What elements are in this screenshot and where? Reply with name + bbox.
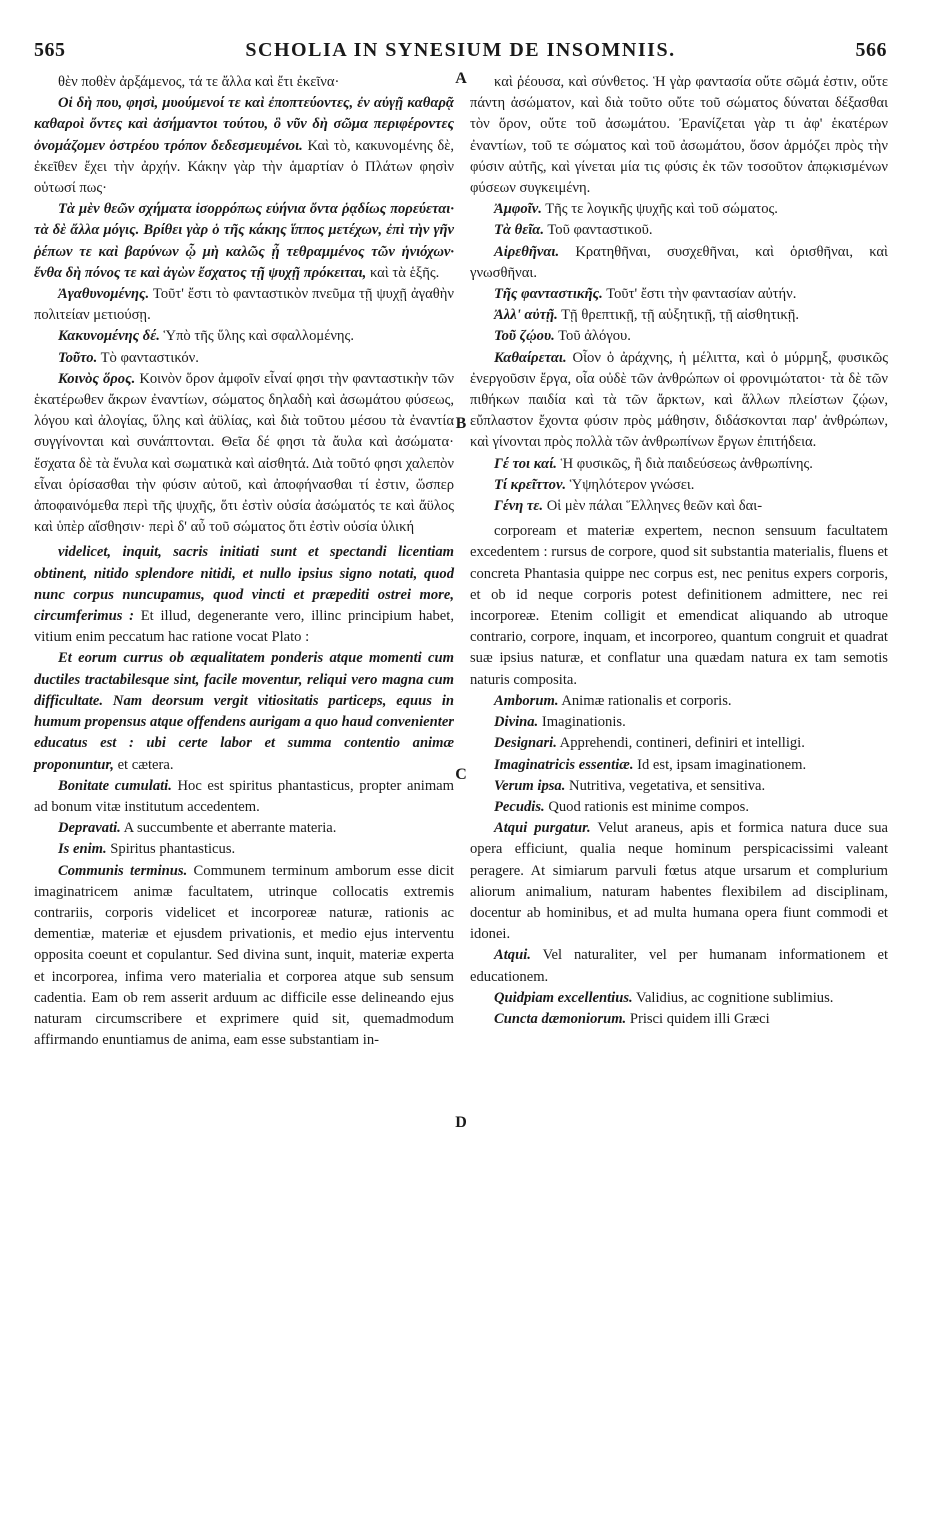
lemma: Atqui purgatur.	[494, 820, 591, 837]
lemma: Οἱ δὴ που, φησὶ, μυούμενοί τε καὶ ἐποπτεύοντες, ἐν αὐγῇ καθαρᾷ καθαροὶ ὄντες καὶ ἀσήμαντοι τούτου, ὃ νῦν δὴ σῶμα περιφέροντες ὀνομάζομεν ὀστρέου τρόπον δεδεσμευμένοι.	[34, 95, 454, 154]
scholium-paragraph	[470, 72, 888, 199]
scholium-paragraph	[34, 648, 454, 775]
lemma: Ἀμφοῖν.	[494, 201, 542, 218]
scholium-paragraph	[34, 93, 454, 199]
margin-letter-c: C	[455, 766, 467, 783]
commentary-text: Κοινὸν ὅρον ἀμφοῖν εἶναί φησι τὴν φανταστικὴν τῶν ἑκατέρωθεν ἄκρων ἐναντίων, σώματος δηλαδὴ καὶ ἀσωμάτου φύσεως, λόγου καὶ ἀλογίας, ὕλης καὶ ἀϋλίας, καὶ διὰ τοῦτου μέσου τὰ ἐναντία συγγίνονται καὶ συνάπτονται. Θεῖα δέ φησι τὰ ἄυλα καὶ ἀσώματα· ἔσχατα δὲ τὰ ἔνυλα καὶ σωματικὰ καὶ αἰσθητά. Διὰ τοῦτό φησι χαλεπὸν εἶναι ὁρίσασθαι τὴν φύσιν αὐτοῦ, καὶ ἀποφήνασθαι τί ἐστιν, ὥσπερ ἀποφαινόμεθα περὶ τῆς ψυχῆς, ὅτι ἐστὶν οὐσία ἀσώματός τε καὶ ἄϋλος καὶ ὑπὲρ αἴσθησιν· περὶ δ' αὖ τοῦ σώματος ὅτι ἐστὶν οὐσία ὑλική	[34, 370, 454, 536]
lemma: Pecudis.	[494, 798, 545, 815]
lemma: Κοινὸς ὅρος.	[58, 370, 136, 387]
commentary-text: Καὶ τὸ, κακυνομένης δὲ, ἐκεῖθεν ἔχει τὴν ἀρχήν. Κάκην γὰρ τὴν ἁμαρτίαν ὁ Πλάτων φησὶν οὑτωσί πως·	[34, 137, 454, 197]
lemma: Γένη τε.	[494, 498, 544, 515]
scholium-paragraph	[34, 284, 454, 326]
lemma: Αἱρεθῆναι.	[494, 243, 560, 260]
commentary-text: θὲν ποθὲν ἀρξάμενος, τά τε ἄλλα καὶ ἔτι ἐκεῖνα·	[58, 74, 340, 90]
scholium-paragraph	[34, 861, 454, 1052]
lemma: Cuncta dæmoniorum.	[494, 1010, 627, 1027]
scholium-paragraph	[34, 72, 454, 93]
lemma: Depravati.	[58, 820, 121, 837]
scholium-paragraph	[470, 797, 888, 818]
lemma: Verum ipsa.	[494, 777, 566, 794]
lemma: Τῆς φανταστικῆς.	[494, 286, 603, 303]
page-number-left: 565	[34, 38, 66, 61]
scholium-paragraph	[470, 691, 888, 712]
commentary-text: Apprehendi, contineri, definiri et intelligi.	[556, 735, 805, 752]
right-latin-text	[470, 521, 888, 1030]
lemma: Imaginatricis essentiæ.	[494, 756, 634, 773]
scholium-paragraph	[470, 454, 888, 475]
lemma: Γέ τοι καί.	[494, 455, 557, 472]
lemma: Καθαίρεται.	[494, 349, 567, 366]
scholium-paragraph	[34, 326, 454, 347]
scholium-paragraph	[470, 1009, 888, 1030]
commentary-text: Τῇ θρεπτικῇ, τῇ αὐξητικῇ, τῇ αἰσθητικῇ.	[557, 307, 800, 324]
commentary-text: corpoream et materiæ expertem, necnon sensuum facultatem excedentem : rursus de corpore, quod sit substantia materialis, fluens et concreta Phantasia quippe nec corpus est, nec penitus expers corporis, et ob id neque corporis potest definitionem admittere, nec rei incorporeæ. Etenim colligit et emendicat aliquando ab utroque contrario, corpore, inquam, et incorporeo, quantum congruit et quadrat suæ ipsius naturæ, et conflatur una quædam natura ex tam semotis naturis composita.	[470, 523, 888, 688]
lemma: Τί κρεῖττον.	[494, 476, 567, 493]
lemma: Et eorum currus ob æqualitatem ponderis atque momenti cum ductiles tractabilesque sint, facile moventur, reliqui vero magna cum difficultate. Nam deorsum vergit vitiositatis particeps, equus in humum propensus atque offendens aurigam a quo haud convenienter educatus est : ubi certe labor et summa contentio animæ proponuntur,	[34, 650, 454, 773]
commentary-text: Quod rationis est minime compos.	[544, 798, 749, 815]
margin-letter-b: B	[455, 415, 467, 432]
margin-letter-a: A	[455, 70, 467, 87]
commentary-text: καὶ ῥέουσα, καὶ σύνθετος. Ἡ γὰρ φαντασία οὔτε σῶμά ἐστιν, οὔτε πάντη ἀσώματον, καὶ διὰ τοῦτο οὔτε τοῦ σώματος δύναται δέξασθαι τὸν ὅρον, οὔτε τοῦ ἀσωμάτου. Ἐρανίζεται γὰρ τι ἀφ' ἑκατέρων ἐναντίων, τοῦ τε σώματος καὶ τοῦ ἀσωμάτου, ὅσον ἁρμόζει πρὸς τὴν φύσιν αὐτῆς, καὶ γίνεται μία τις φύσις ἐκ τῶν τοσοῦτον ἀπῳκισμένων φύσεων συγκειμένη.	[470, 74, 888, 197]
commentary-text: Vel naturaliter, vel per humanam informationem et educationem.	[470, 947, 888, 985]
lemma: Atqui.	[494, 947, 531, 964]
commentary-text: Τοῦτ' ἔστι τὸ φανταστικὸν πνεῦμα τῇ ψυχῇ ἀγαθὴν πολιτείαν μετιούσῃ.	[34, 286, 454, 324]
right-greek-text	[470, 72, 888, 517]
page-number-right: 566	[855, 38, 887, 61]
running-header	[34, 36, 887, 64]
lemma: Κακυνομένης δέ.	[58, 328, 160, 345]
commentary-text: Ἡ φυσικῶς, ἢ διὰ παιδεύσεως ἀνθρωπίνης.	[556, 455, 813, 472]
commentary-text: Validius, ac cognitione sublimius.	[632, 989, 834, 1006]
lemma: Is enim.	[58, 841, 107, 858]
commentary-text: Ὑπὸ τῆς ὕλης καὶ σφαλλομένης.	[159, 328, 354, 345]
commentary-text: Imaginationis.	[538, 714, 626, 731]
lemma: Quidpiam excellentius.	[494, 989, 633, 1006]
scholium-paragraph	[470, 496, 888, 517]
commentary-text: Τοῦ φανταστικοῦ.	[543, 222, 653, 239]
lemma: Divina.	[494, 714, 539, 731]
lemma: Τοῦ ζῴου.	[494, 328, 555, 345]
commentary-text: Id est, ipsam imaginationem.	[633, 756, 807, 773]
lemma: Designari.	[494, 735, 557, 752]
commentary-text: καὶ τὰ ἑξῆς.	[366, 264, 440, 281]
scholium-paragraph	[470, 475, 888, 496]
scholium-paragraph	[34, 776, 454, 818]
lemma: videlicet, inquit, sacris initiati sunt et spectandi licentiam obtinent, nitido splendore nitidi, et nullo ipsius signo notati, quod nunc corpus nuncupamus, quod vincti et præpediti ostrei more, circumferimus :	[34, 544, 454, 625]
lemma: Ἀλλ' αὐτῇ.	[494, 307, 558, 324]
commentary-text: Communem terminum amborum esse dicit imaginatricem animæ facultatem, utrinque collocatis extremis contrariis, corporis videlicet et incorporeæ naturæ, rationis ac dementiæ, materiæ et ejusdem privationis, et medio ejus interventu opposita coeunt et copulantur. Sed divina sunt, inquit, materiæ experta et incorporea, infima vero materialia et corporea atque sub sensum cadentia. Eam ob rem asserit arduum ac difficile esse delineando ejus naturam circumscribere et exprimere quid sit, quemadmodum affirmando enuntiamus de anima, eam esse substantiam in-	[34, 862, 454, 1049]
scholium-paragraph	[470, 220, 888, 241]
scholium-paragraph	[470, 733, 888, 754]
scholium-paragraph	[470, 755, 888, 776]
left-column	[34, 72, 454, 1051]
scholium-paragraph	[34, 839, 454, 860]
commentary-text: Velut araneus, apis et formica natura duce sua opera efficiunt, qualia neque hominum perspicacissimi valeant peragere. At simiarum parvuli fœtus atque ursarum et complurium aliorum animalium, naturam habentes flexibilem ad disciplinam, docentur ab hominibus, et ad multa humana opera fiunt commodi et idonei.	[470, 820, 888, 943]
scholium-paragraph	[34, 369, 454, 539]
commentary-text: Spiritus phantasticus.	[106, 841, 236, 858]
right-column	[470, 72, 888, 1030]
commentary-text: Τοῦ ἀλόγου.	[554, 328, 631, 345]
commentary-text: Οἱ μὲν πάλαι Ἕλληνες θεῶν καὶ δαι-	[543, 498, 763, 515]
commentary-text: Τῆς τε λογικῆς ψυχῆς καὶ τοῦ σώματος.	[541, 201, 778, 218]
commentary-text: Τὸ φανταστικόν.	[97, 349, 199, 366]
lemma: Τὰ θεῖα.	[494, 222, 544, 239]
commentary-text: Οἷον ὁ ἀράχνης, ἡ μέλιττα, καὶ ὁ μύρμηξ, φυσικῶς ἐνεργοῦσιν ἔργα, οἷα οὐδὲ τῶν ἀνθρώπων οἱ φρονιμώτατοι· τὰ δὲ τῶν πιθήκων παιδία καὶ τὰ τῶν ἄρκτων, καὶ ἄλλων πλείστων ζῴων, εὔπλαστον ἔχοντα φύσιν πρὸς μάθησιν, διδάσκονται παρ' ἀνθρώπων, καὶ γίνονται πρὸς πολλὰ τῶν ἀνθρωπίνων ἔργων ἐπιτήδεια.	[470, 349, 888, 451]
running-title: SCHOLIA IN SYNESIUM DE INSOMNIIS.	[245, 38, 676, 61]
scholium-paragraph	[34, 199, 454, 284]
lemma: Bonitate cumulati.	[58, 777, 172, 794]
scholium-paragraph	[470, 199, 888, 220]
lemma: Τοῦτο.	[58, 349, 98, 366]
scholium-paragraph	[470, 242, 888, 284]
scholium-paragraph	[470, 284, 888, 305]
commentary-text: Nutritiva, vegetativa, et sensitiva.	[565, 777, 766, 794]
commentary-text: Animæ rationalis et corporis.	[558, 692, 732, 709]
commentary-text: Τοῦτ' ἔστι τὴν φαντασίαν αὐτήν.	[602, 286, 797, 303]
scholium-paragraph	[470, 988, 888, 1009]
left-latin-text	[34, 542, 454, 1051]
scholium-paragraph	[34, 348, 454, 369]
scholium-paragraph	[470, 818, 888, 945]
scholium-paragraph	[470, 521, 888, 691]
scholium-paragraph	[470, 348, 888, 454]
scholium-paragraph	[470, 326, 888, 347]
commentary-text: Hoc est spiritus phantasticus, propter animam ad bonum vitæ institutum accedentem.	[34, 777, 454, 815]
lemma: Τὰ μὲν θεῶν σχήματα ἰσορρόπως εὐήνια ὄντα ῥᾳδίως πορεύεται· τὰ δὲ ἄλλα μόγις. Βρίθει γὰρ ὁ τῆς κάκης ἵππος μετέχων, ἐπὶ τὴν γῆν ῥέπων τε καὶ βαρύνων ᾧ μὴ καλῶς ᾖ τεθραμμένος τῶν ἡνιόχων· ἔνθα δὴ πόνος τε καὶ ἀγὼν ἔσχατος τῇ ψυχῇ πρόκειται,	[34, 201, 454, 281]
commentary-text: Et illud, degenerante vero, illinc principium habet, vitium enim peccatum hac ratione vocat Plato :	[34, 608, 454, 646]
lemma: Communis terminus.	[58, 862, 188, 879]
left-greek-text	[34, 72, 454, 538]
commentary-text: Κρατηθῆναι, συσχεθῆναι, καὶ ὁρισθῆναι, καὶ γνωσθῆναι.	[470, 243, 888, 281]
lemma: Ἀγαθυνομένης.	[58, 286, 150, 303]
scholium-paragraph	[470, 305, 888, 326]
lemma: Amborum.	[494, 692, 559, 709]
scholium-paragraph	[470, 776, 888, 797]
commentary-text: Ὑψηλότερον γνώσει.	[566, 476, 695, 493]
commentary-text: Prisci quidem illi Græci	[626, 1010, 770, 1027]
margin-letter-d: D	[455, 1114, 467, 1131]
commentary-text: et cætera.	[113, 756, 174, 773]
scholium-paragraph	[470, 945, 888, 987]
scholium-paragraph	[470, 712, 888, 733]
scholium-paragraph	[34, 818, 454, 839]
scholium-paragraph	[34, 542, 454, 648]
commentary-text: A succumbente et aberrante materia.	[120, 820, 337, 837]
